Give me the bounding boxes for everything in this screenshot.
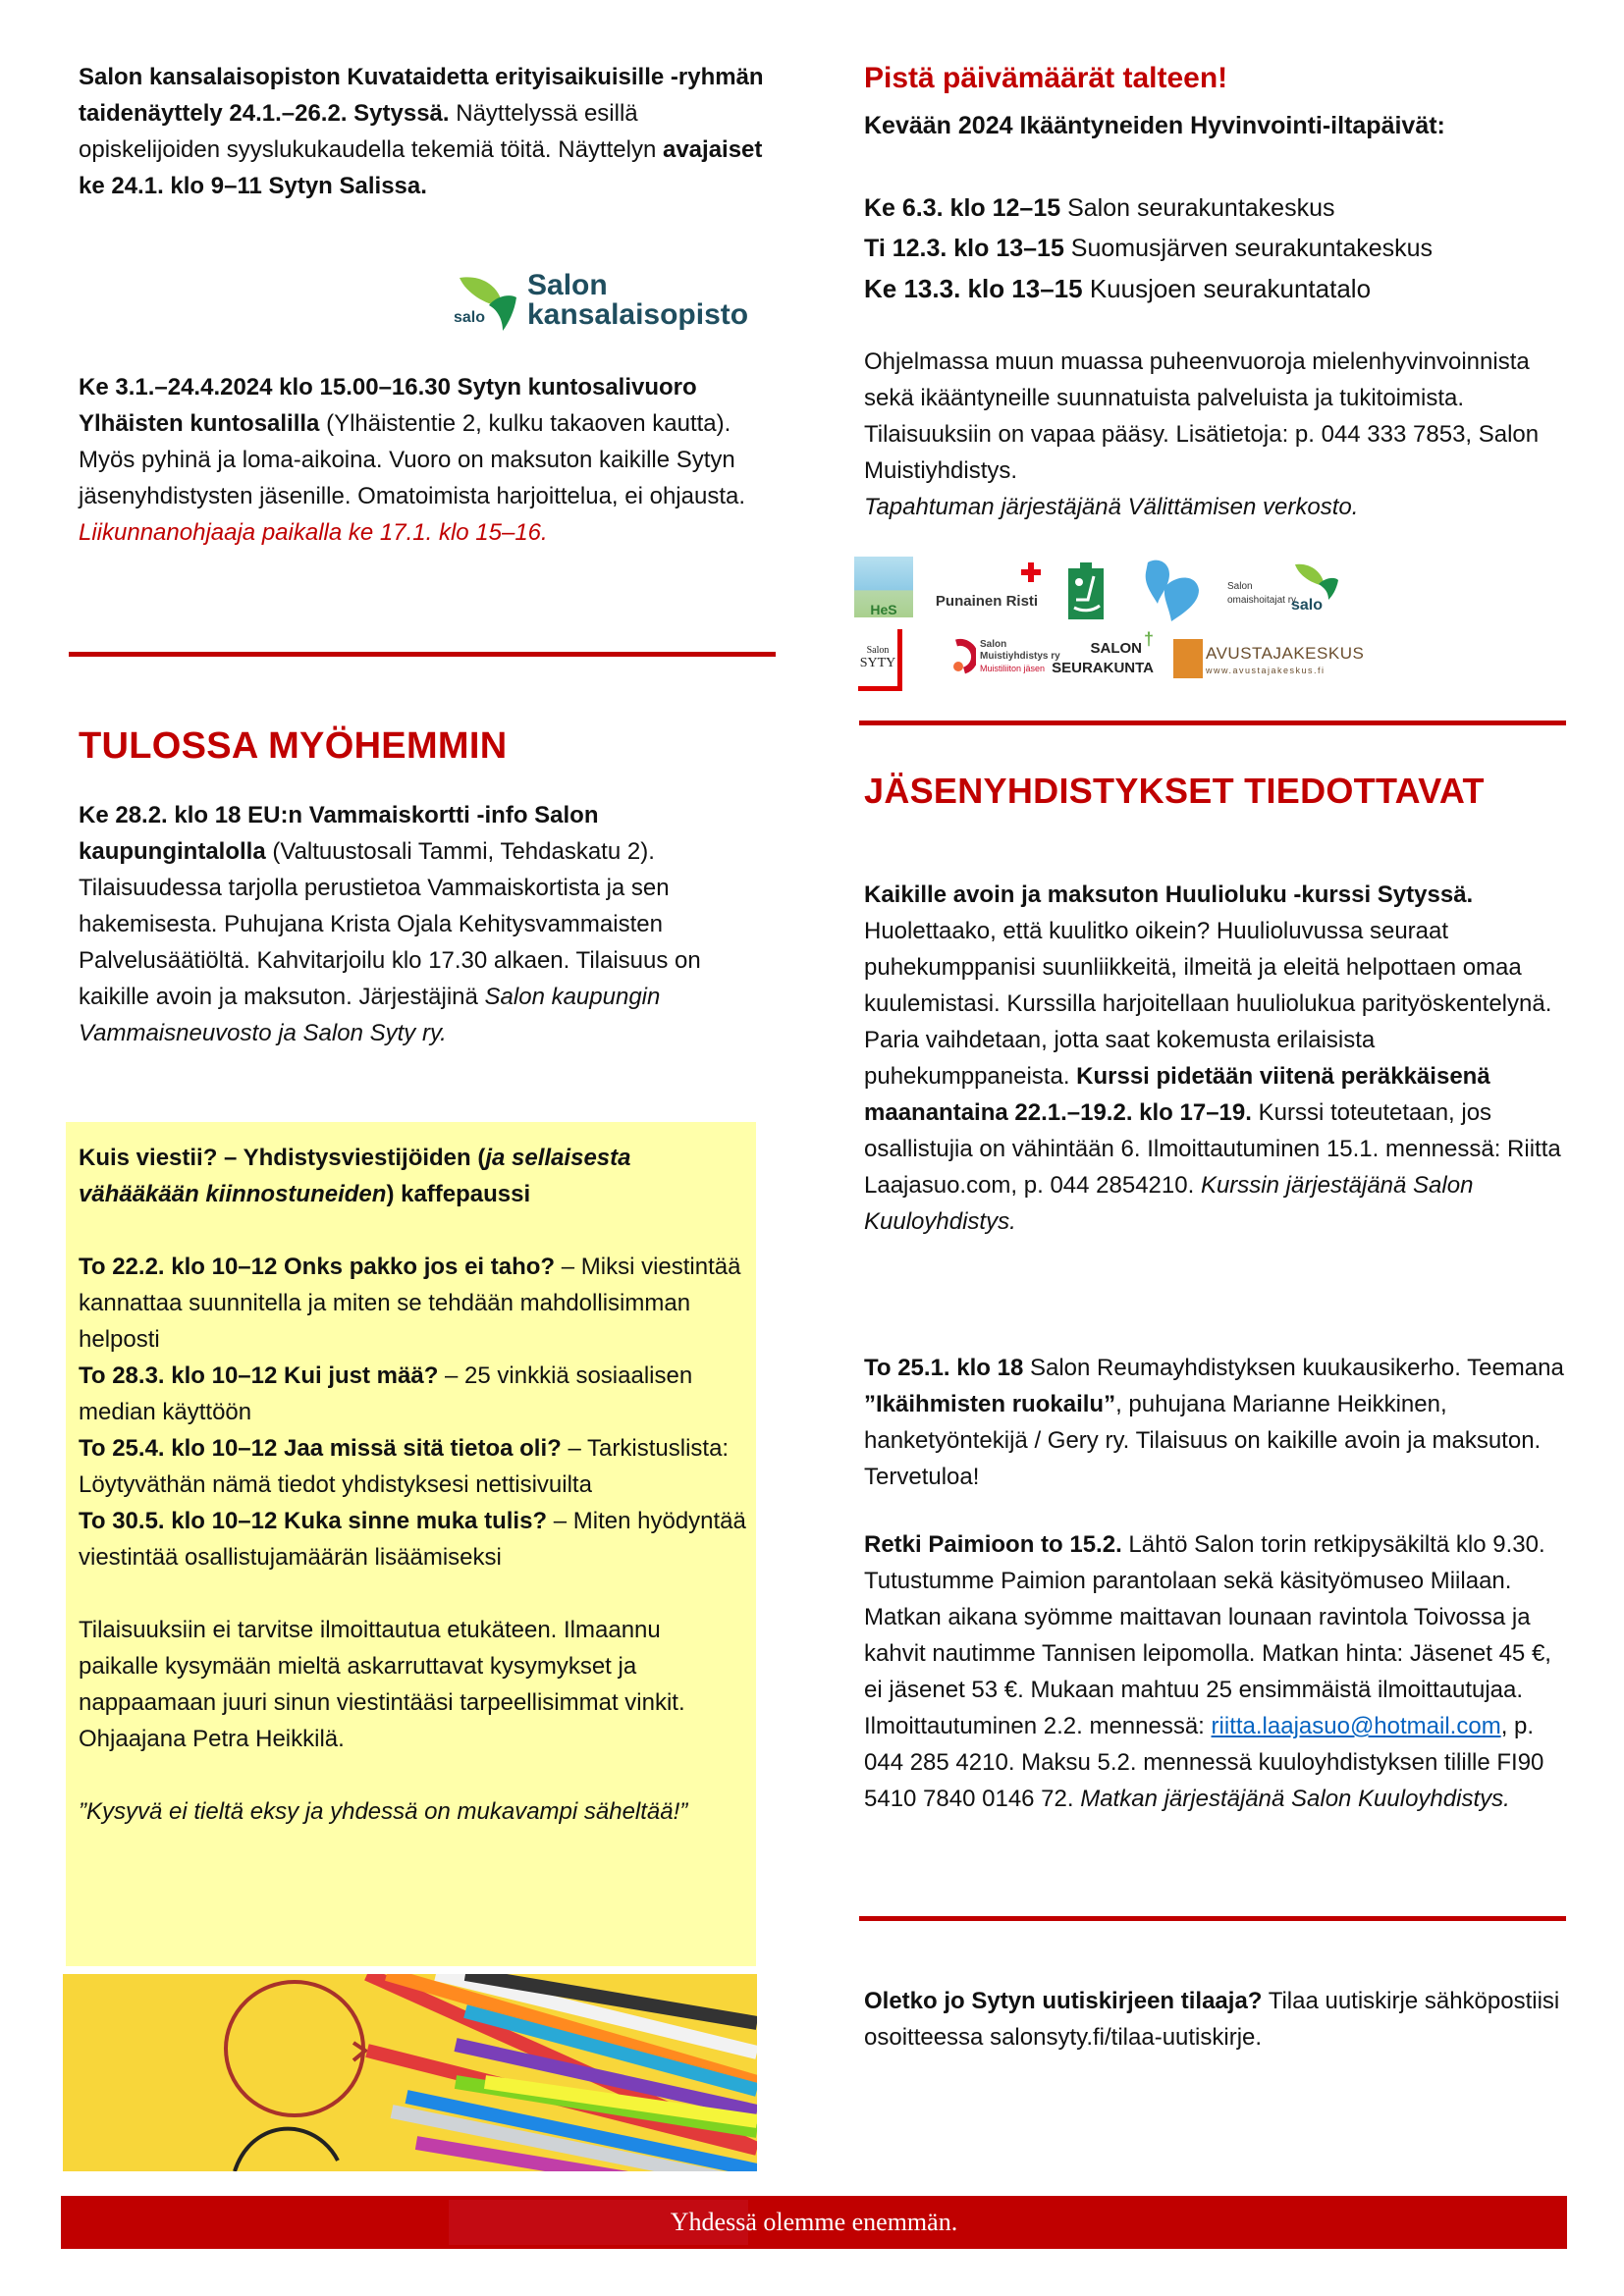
logo-salon-syty: Salon SYTY [858, 629, 902, 691]
gym-note: Liikunnanohjaaja paikalla ke 17.1. klo 15–16. [79, 519, 548, 546]
salo-leaf-icon [1291, 561, 1340, 600]
lipreading-title: Kaikille avoin ja maksuton Huulioluku -kurssi Sytyssä. [864, 881, 1474, 908]
lipreading-body1: Huolettaako, että kuulitko oikein? Huulioluvussa seuraat puhekumppanisi suunliikkeitä, ilmeitä ja eleitä helpottaen omaa kuulemistasi. Kurssilla harjoitellaan huuliolukua parityöskentelynä. Paria vaihdetaan, jotta saat kokemusta erilaisista puhekumppaneista. [864, 918, 1552, 1090]
wellbeing-subheading: Kevään 2024 Ikääntyneiden Hyvinvointi-iltapäivät: [864, 112, 1445, 139]
cafe-title-part2: ) kaffepaussi [386, 1181, 531, 1207]
cafe-info: Tilaisuuksiin ei tarvitse ilmoittautua etukäteen. Ilmaannu paikalle kysymään mieltä askarruttavat kysymykset ja nappaamaan juuri sinun viestintääsi tarpeellisimmat vinkit. Ohjaajana Petra Heikkilä. [79, 1617, 685, 1752]
logo-punainen-risti: Punainen Risti [933, 562, 1041, 616]
email-link[interactable]: riitta.laajasuo@hotmail.com [1211, 1713, 1501, 1739]
divider-right-1 [859, 721, 1566, 725]
exhibition-title: Salon kansalaisopiston Kuvataidetta erityisaikuisille -ryhmän taidenäyttely 24.1.–26.2. Sytyssä. [79, 64, 764, 127]
cross-icon: † [1143, 629, 1154, 649]
wellbeing-organizer: Tapahtuman järjestäjänä Välittämisen verkosto. [864, 494, 1359, 520]
logo-muistiyhdistys-text: Salon Muistiyhdistys ry Muistiliiton jäsen [980, 639, 1060, 673]
lipreading-body2: Kurssi toteutetaan, jos osallistujia on vähintään 6. Ilmoittautuminen 15.1. mennessä: Riitta Laajasuo.com, p. 044 2854210. [864, 1099, 1561, 1199]
newsletter-body: Tilaa uutiskirje sähköpostiisi osoitteessa salonsyty.fi/tilaa-uutiskirje. [864, 1988, 1560, 2051]
logo-salo: salo [1291, 561, 1340, 614]
communication-cafe-box [66, 1122, 756, 1966]
trip-article: Retki Paimioon to 15.2. Lähtö Salon torin retkipysäkiltä klo 9.30. Tutustumme Paimion parantolaan sekä käsityömuseo Miilaan. Matkan aikana syömme maittavan lounaan ravintola Toivossa ja kahvit nautimme Tannisen leipomolla. Matkan hinta: Jäsenet 45 €, ei jäsenet 53 €. Mukaan mahtuu 25 ensimmäistä ilmoittautujaa. Ilmoittautuminen 2.2. mennessä: riitta.laajasuo@hotmail.com, p. 044 285 4210. Maksu 5.2. mennessä kuuloyhdistyksen tilille FI90 5410 7840 0146 72. Matkan järjestäjänä Salon Kuuloyhdistys. [864, 1531, 1551, 1812]
rheuma-article: To 25.1. klo 18 Salon Reumayhdistyksen kuukausikerho. Teemana ”Ikäihmisten ruokailu”, puhujana Marianne Heikkinen, hanketyöntekijä / Gery ry. Tilaisuus on kaikille avoin ja maksuton. Tervetuloa! [864, 1355, 1564, 1490]
footer-banner [61, 2196, 1567, 2249]
wellbeing-description [864, 344, 1571, 525]
gym-title: Ke 3.1.–24.4.2024 klo 15.00–16.30 Sytyn kuntosalivuoro Ylhäisten kuntosalilla [79, 374, 697, 437]
cafe-session: To 30.5. klo 10–12 Kuka sinne muka tulis? – Miten hyödyntää viestintää osallistujamäärän lisäämiseksi [79, 1508, 746, 1571]
lipreading-organizer: Kurssin järjestäjänä Salon Kuuloyhdistys. [864, 1172, 1474, 1235]
kansalaisopisto-logo [454, 270, 758, 339]
logo-salon-seurakunta: SALON SEURAKUNTA † [1052, 629, 1154, 676]
cafe-title-part1: Kuis viestii? – Yhdistysviestijöiden ( [79, 1145, 486, 1171]
logo-omaishoitajat-text: Salon omaishoitajat ry [1227, 581, 1297, 606]
logo-muistiyhdistys-mark [952, 633, 976, 676]
disability-title: Ke 28.2. klo 18 EU:n Vammaiskortti -info Salon kaupungintalolla [79, 802, 599, 865]
red-cross-icon [1021, 562, 1041, 582]
pencils-illustration-icon [63, 1974, 757, 2171]
exhibition-article [79, 59, 776, 204]
logo-avustajakeskus-text: AVUSTAJAKESKUS www.avustajakeskus.fi [1206, 644, 1365, 675]
newsletter-article [864, 1983, 1571, 2056]
wellbeing-event: Ke 13.3. klo 13–15 Kuusjoen seurakuntatalo [864, 274, 1372, 303]
gym-body: (Ylhäistentie 2, kulku takaoven kautta). Myös pyhinä ja loma-aikoina. Vuoro on maksuton kaikille Sytyn jäsenyhdistysten jäsenille. Omatoimista harjoittelua, ei ohjausta. [79, 410, 746, 509]
logo-line2: kansalaisopisto [527, 298, 749, 331]
divider-right-2 [859, 1916, 1566, 1921]
cafe-session: To 28.3. klo 10–12 Kui just mää? – 25 vinkkiä sosiaalisen median käyttöön [79, 1362, 693, 1425]
wellbeing-events-list [864, 188, 1571, 309]
cafe-title-italic: ja sellaisesta vähääkään kiinnostuneiden [79, 1145, 631, 1207]
trip-organizer: Matkan järjestäjänä Salon Kuuloyhdistys. [1080, 1786, 1510, 1812]
exhibition-opening: avajaiset ke 24.1. klo 9–11 Sytyn Salissa. [79, 136, 763, 199]
logo-hes: HeS [854, 557, 913, 617]
exhibition-body: Näyttelyssä esillä opiskelijoiden syyslukukaudella tekemiä töitä. Näyttelyn [79, 100, 663, 163]
save-dates-heading: Pistä päivämäärät talteen! [864, 62, 1228, 94]
logo-omaishoitajat-hearts [1144, 557, 1213, 623]
lipreading-schedule: Kurssi pidetään viitenä peräkkäisenä maanantaina 22.1.–19.2. klo 17–19. [864, 1063, 1490, 1126]
muistiyhdistys-icon [952, 633, 976, 676]
logo-small-salo: salo [454, 309, 486, 326]
divider-left-1 [69, 652, 776, 657]
leaf-icon [454, 270, 522, 339]
upcoming-heading: TULOSSA MYÖHEMMIN [79, 725, 508, 767]
cafe-session: To 22.2. klo 10–12 Onks pakko jos ei taho? – Miksi viestintää kannattaa suunnitella ja miten se tehdään mahdollisimman helposti [79, 1254, 741, 1353]
logo-avustajakeskus-image [1173, 639, 1203, 678]
wellbeing-body: Ohjelmassa muun muassa puheenvuoroja mielenhyvinvoinnista sekä ikääntyneille suunnatuista palveluista ja tukitoimista. Tilaisuuksiin on vapaa pääsy. Lisätietoja: p. 044 333 7853, Salon Muistiyhdistys. [864, 348, 1540, 484]
logo-line1: Salon [527, 269, 608, 301]
cafe-session: To 25.4. klo 10–12 Jaa missä sitä tietoa oli? – Tarkistuslista: Löytyväthän nämä tiedot yhdistyksesi nettisivuilta [79, 1435, 730, 1498]
gym-article [79, 369, 776, 551]
disability-organizers: Salon kaupungin Vammaisneuvosto ja Salon Syty ry. [79, 984, 661, 1046]
wellbeing-event: Ke 6.3. klo 12–15 Salon seurakuntakeskus [864, 194, 1335, 222]
lipreading-article [864, 877, 1571, 1240]
logo-rocking-chair [1068, 561, 1104, 619]
rheuma-title: To 25.1. klo 18 [864, 1355, 1024, 1381]
trip-title: Retki Paimioon to 15.2. [864, 1531, 1122, 1558]
members-heading: JÄSENYHDISTYKSET TIEDOTTAVAT [864, 771, 1485, 811]
partner-logos [854, 553, 1581, 690]
disability-body: (Valtuustosali Tammi, Tehdaskatu 2). Tilaisuudessa tarjolla perustietoa Vammaiskortista ja sen hakemisesta. Puhujana Krista Ojala Kehitysvammaisten Palvelusäätiöltä. Kahvitarjoilu klo 17.30 alkaen. Tilaisuus on kaikille avoin ja maksuton. Järjestäjinä [79, 838, 701, 1010]
rheuma-theme: ”Ikäihmisten ruokailu” [864, 1391, 1116, 1417]
hearts-icon [1144, 557, 1213, 623]
wellbeing-event: Ti 12.3. klo 13–15 Suomusjärven seurakuntakeskus [864, 235, 1434, 262]
pencils-speech-bubbles-image [63, 1974, 757, 2171]
newsletter-title: Oletko jo Sytyn uutiskirjeen tilaaja? [864, 1988, 1263, 2014]
cafe-quote: ”Kysyvä ei tieltä eksy ja yhdessä on mukavampi säheltää!” [79, 1798, 688, 1825]
rocking-chair-icon [1068, 561, 1104, 619]
disability-card-article [79, 797, 776, 1051]
footer-slogan: Yhdessä olemme enemmän. [670, 2208, 958, 2236]
